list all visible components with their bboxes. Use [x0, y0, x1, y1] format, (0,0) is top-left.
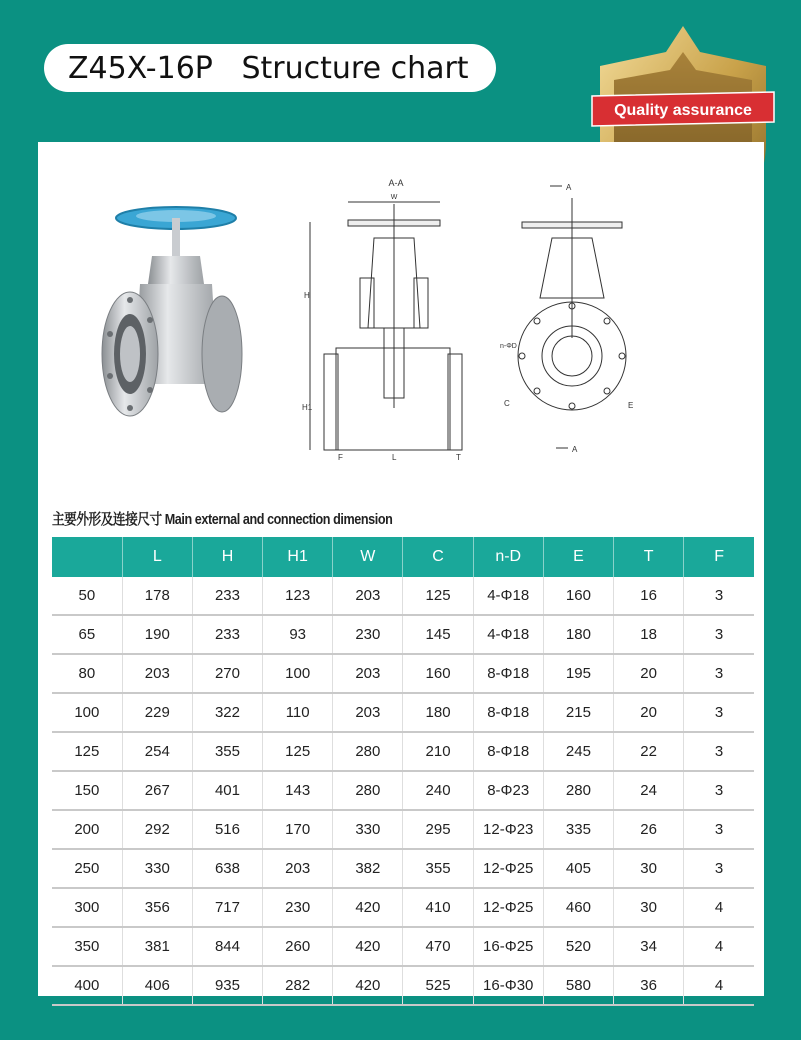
table-cell: 20	[614, 654, 684, 693]
table-cell: 110	[263, 693, 333, 732]
table-cell: 300	[52, 888, 122, 927]
table-cell: 280	[333, 732, 403, 771]
table-cell: 470	[403, 927, 473, 966]
table-cell: 4-Φ18	[473, 615, 543, 654]
table-row	[52, 810, 754, 849]
side-drawing	[500, 178, 650, 462]
table-row	[52, 693, 754, 732]
table-cell: 16-Φ25	[473, 927, 543, 966]
table-cell: 420	[333, 888, 403, 927]
table-cell: 233	[192, 577, 262, 615]
table-cell: 355	[403, 849, 473, 888]
page-title: Z45X-16P Structure chart	[68, 50, 469, 86]
header-cell	[52, 537, 122, 577]
table-cell: 203	[263, 849, 333, 888]
table-cell: 8-Φ18	[473, 732, 543, 771]
table-cell: 195	[543, 654, 613, 693]
table-cell: 280	[333, 771, 403, 810]
table-cell: 3	[684, 810, 754, 849]
table-cell: 145	[403, 615, 473, 654]
table-cell: 150	[52, 771, 122, 810]
table-cell: 267	[122, 771, 192, 810]
table-cell: 3	[684, 693, 754, 732]
table-cell: 292	[122, 810, 192, 849]
table-cell: 516	[192, 810, 262, 849]
table-cell: 203	[122, 654, 192, 693]
table-cell: 34	[614, 927, 684, 966]
table-row	[52, 771, 754, 810]
table-cell: 295	[403, 810, 473, 849]
table-cell: 22	[614, 732, 684, 771]
table-cell: 12-Φ25	[473, 888, 543, 927]
header-cell: T	[614, 537, 684, 577]
table-cell: 4	[684, 888, 754, 927]
flange-right	[202, 296, 242, 412]
table-cell: 190	[122, 615, 192, 654]
table-cell: 230	[333, 615, 403, 654]
table-cell: 525	[403, 966, 473, 1005]
table-cell: 30	[614, 849, 684, 888]
table-cell: 3	[684, 849, 754, 888]
dimension-table	[52, 537, 754, 1006]
table-cell: 420	[333, 966, 403, 1005]
table-cell: 240	[403, 771, 473, 810]
table-caption: 主要外形及连接尺寸 Main external and connection dimension	[52, 511, 393, 528]
table-cell: 50	[52, 577, 122, 615]
table-cell: 460	[543, 888, 613, 927]
table-cell: 143	[263, 771, 333, 810]
table-cell: 330	[333, 810, 403, 849]
header-cell: L	[122, 537, 192, 577]
table-cell: 18	[614, 615, 684, 654]
header-cell: F	[684, 537, 754, 577]
table-cell: 125	[403, 577, 473, 615]
table-cell: 410	[403, 888, 473, 927]
header-cell: E	[543, 537, 613, 577]
table-cell: 203	[333, 654, 403, 693]
table-cell: 233	[192, 615, 262, 654]
table-cell: 200	[52, 810, 122, 849]
table-cell: 160	[403, 654, 473, 693]
table-cell: 20	[614, 693, 684, 732]
table-cell: 178	[122, 577, 192, 615]
table-cell: 36	[614, 966, 684, 1005]
table-cell: 520	[543, 927, 613, 966]
table-row	[52, 577, 754, 615]
table-cell: 203	[333, 693, 403, 732]
content-panel	[38, 142, 764, 996]
table-cell: 250	[52, 849, 122, 888]
table-cell: 12-Φ23	[473, 810, 543, 849]
table-cell: 8-Φ18	[473, 654, 543, 693]
table-cell: 100	[263, 654, 333, 693]
table-cell: 355	[192, 732, 262, 771]
table-cell: 8-Φ23	[473, 771, 543, 810]
table-cell: 4	[684, 966, 754, 1005]
table-row	[52, 654, 754, 693]
table-cell: 717	[192, 888, 262, 927]
table-cell: 280	[543, 771, 613, 810]
header-cell: H	[192, 537, 262, 577]
label-w: W	[390, 194, 398, 201]
section-drawing	[300, 178, 486, 462]
table-cell: 24	[614, 771, 684, 810]
table-cell: 3	[684, 615, 754, 654]
table-cell: 580	[543, 966, 613, 1005]
label-f: F	[338, 453, 343, 462]
table-cell: 844	[192, 927, 262, 966]
table-cell: 65	[52, 615, 122, 654]
table-cell: 80	[52, 654, 122, 693]
table-cell: 160	[543, 577, 613, 615]
table-cell: 282	[263, 966, 333, 1005]
table-row	[52, 927, 754, 966]
table-cell: 381	[122, 927, 192, 966]
table-cell: 100	[52, 693, 122, 732]
table-cell: 400	[52, 966, 122, 1005]
label-nd: n-ΦD	[500, 343, 517, 350]
table-cell: 330	[122, 849, 192, 888]
table-cell: 4-Φ18	[473, 577, 543, 615]
header-cell: C	[403, 537, 473, 577]
header-row	[52, 537, 754, 577]
table-cell: 3	[684, 732, 754, 771]
table-cell: 12-Φ25	[473, 849, 543, 888]
table-cell: 203	[333, 577, 403, 615]
table-cell: 215	[543, 693, 613, 732]
table-cell: 350	[52, 927, 122, 966]
table-cell: 16	[614, 577, 684, 615]
table-cell: 420	[333, 927, 403, 966]
table-cell: 3	[684, 577, 754, 615]
table-cell: 210	[403, 732, 473, 771]
table-cell: 26	[614, 810, 684, 849]
table-cell: 8-Φ18	[473, 693, 543, 732]
table-cell: 260	[263, 927, 333, 966]
table-cell: 254	[122, 732, 192, 771]
table-cell: 125	[52, 732, 122, 771]
table-cell: 335	[543, 810, 613, 849]
table-cell: 30	[614, 888, 684, 927]
label-section: A-A	[388, 178, 404, 188]
table-cell: 3	[684, 654, 754, 693]
gate-valve-photo	[100, 204, 250, 434]
table-cell: 170	[263, 810, 333, 849]
table-row	[52, 615, 754, 654]
header-cell: n-D	[473, 537, 543, 577]
label-t: T	[456, 453, 461, 462]
label-l: L	[392, 453, 397, 462]
table-cell: 93	[263, 615, 333, 654]
table-cell: 638	[192, 849, 262, 888]
table-cell: 382	[333, 849, 403, 888]
table-row	[52, 849, 754, 888]
table-row	[52, 888, 754, 927]
table-cell: 401	[192, 771, 262, 810]
table-cell: 406	[122, 966, 192, 1005]
label-a-bottom: A	[572, 445, 578, 454]
table-cell: 230	[263, 888, 333, 927]
table-cell: 180	[403, 693, 473, 732]
table-cell: 935	[192, 966, 262, 1005]
header-cell: W	[333, 537, 403, 577]
table-cell: 229	[122, 693, 192, 732]
table-cell: 405	[543, 849, 613, 888]
label-c: C	[504, 399, 510, 408]
table-cell: 125	[263, 732, 333, 771]
label-e: E	[628, 401, 634, 410]
label-h1: H1	[302, 403, 313, 412]
table-cell: 322	[192, 693, 262, 732]
table-cell: 16-Φ30	[473, 966, 543, 1005]
table-cell: 245	[543, 732, 613, 771]
title-pill	[44, 44, 496, 92]
table-cell: 180	[543, 615, 613, 654]
table-cell: 3	[684, 771, 754, 810]
label-a-top: A	[566, 183, 572, 192]
table-row	[52, 966, 754, 1005]
table-cell: 356	[122, 888, 192, 927]
table-cell: 4	[684, 927, 754, 966]
table-row	[52, 732, 754, 771]
header-cell: H1	[263, 537, 333, 577]
badge-text: Quality assurance	[614, 102, 752, 119]
table-cell: 123	[263, 577, 333, 615]
table-cell: 270	[192, 654, 262, 693]
label-h: H	[304, 291, 310, 300]
